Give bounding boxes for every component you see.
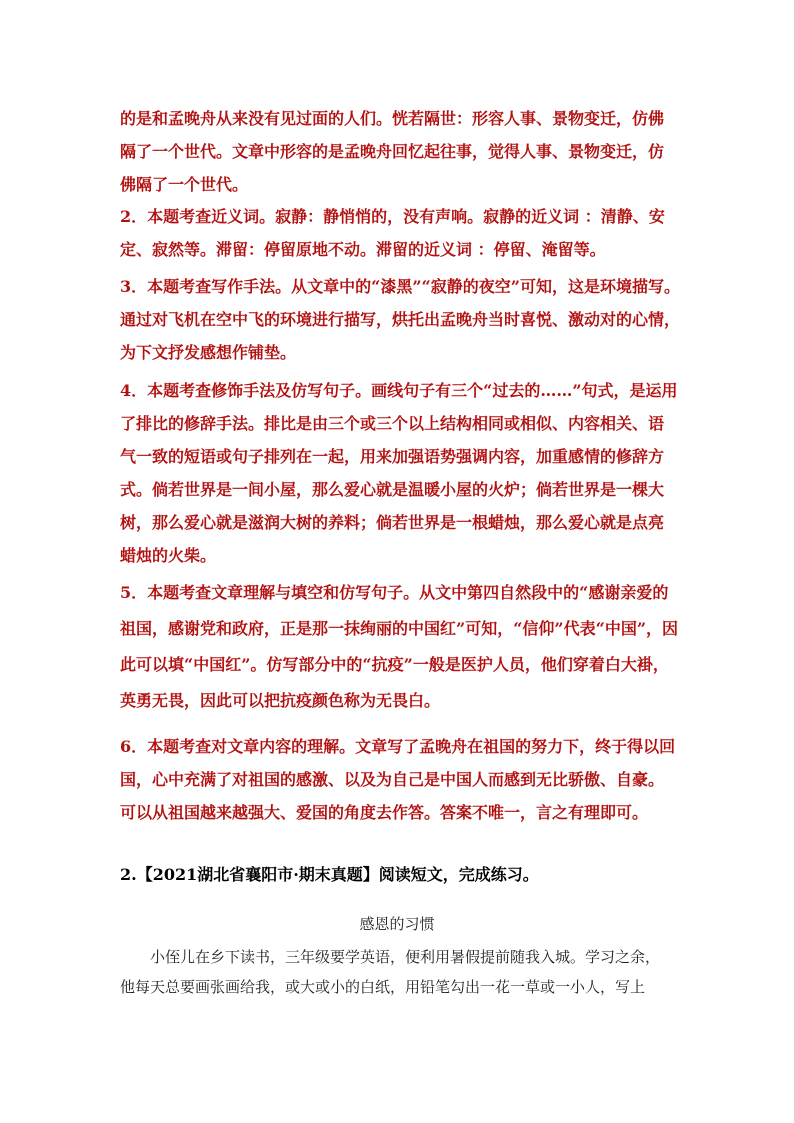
answer-line: 的是和孟晚舟从来没有见过面的人们。恍若隔世：形容人事、景物变迁，仿佛 — [120, 109, 665, 128]
answer-line: 3．本题考查写作手法。从文章中的“漆黑”“寂静的夜空”可知，这是环境描写。 — [120, 277, 680, 296]
answer-line: 4．本题考查修饰手法及仿写句子。画线句子有三个“过去的……”句式，是运用 — [120, 381, 678, 400]
answer-line: 为下文抒发感想作铺垫。 — [120, 343, 297, 362]
answer-line: 6．本题考查对文章内容的理解。文章写了孟晚舟在祖国的努力下，终于得以回 — [120, 737, 676, 756]
story-body — [120, 942, 680, 1002]
answer-line: 通过对飞机在空中飞的环境进行描写，烘托出孟晚舟当时喜悦、激动对的心情， — [120, 310, 680, 329]
answer-line: 定、寂然等。滞留：停留原地不动。滞留的近义词 ：停留、淹留等。 — [120, 240, 606, 259]
answer-line: 树，那么爱心就是滋润大树的养料；倘若世界是一根蜡烛，那么爱心就是点亮 — [120, 513, 665, 532]
story-title: 感恩的习惯 — [359, 915, 435, 933]
answer-4 — [120, 374, 680, 572]
answer-line: 可以从祖国越来越强大、爱国的角度去作答。答案不唯一，言之有理即可。 — [120, 803, 649, 822]
answer-intro — [120, 102, 680, 201]
story-line: 小侄儿在乡下读书，三年级要学英语，便利用暑假提前随我入城。学习之余， — [150, 948, 661, 966]
answer-line: 气一致的短语或句子排列在一起，用来加强语势强调内容，加重感情的修辞方 — [120, 447, 665, 466]
answer-line: 佛隔了一个世代。 — [120, 175, 249, 194]
answer-line: 英勇无畏，因此可以把抗疫颜色称为无畏白。 — [120, 691, 441, 710]
answer-line: 了排比的修辞手法。排比是由三个或三个以上结构相同或相似、内容相关、语 — [120, 414, 665, 433]
answer-line: 祖国，感谢党和政府，正是那一抹绚丽的中国红”可知，“信仰”代表“中国”，因 — [120, 619, 679, 638]
answer-line: 此可以填“中国红”。仿写部分中的“抗疫”一般是医护人员，他们穿着白大褂， — [120, 655, 669, 674]
answer-line: 5．本题考查文章理解与填空和仿写句子。从文中第四自然段中的“感谢亲爱的 — [120, 583, 669, 602]
answer-line: 隔了一个世代。文章中形容的是孟晚舟回忆起往事，觉得人事、景物变迁，仿 — [120, 142, 665, 161]
answer-line: 国，心中充满了对祖国的感激、以及为自己是中国人而感到无比骄傲、自豪。 — [120, 770, 665, 789]
answer-line: 2．本题考查近义词。寂静：静悄悄的，没有声响。寂静的近义词 ：清静、安 — [120, 207, 665, 226]
answer-3 — [120, 270, 680, 369]
question-heading: 2.【2021湖北省襄阳市·期末真题】阅读短文，完成练习。 — [120, 865, 539, 884]
answer-2 — [120, 200, 680, 266]
answer-5 — [120, 575, 680, 719]
answer-line: 蜡烛的火柴。 — [120, 546, 217, 565]
answer-6 — [120, 730, 680, 829]
answer-line: 式。倘若世界是一间小屋，那么爱心就是温暖小屋的火炉；倘若世界是一棵大 — [120, 480, 665, 499]
story-line: 他每天总要画张画给我，或大或小的白纸，用铅笔勾出一花一草或一小人，写上 — [120, 978, 646, 996]
